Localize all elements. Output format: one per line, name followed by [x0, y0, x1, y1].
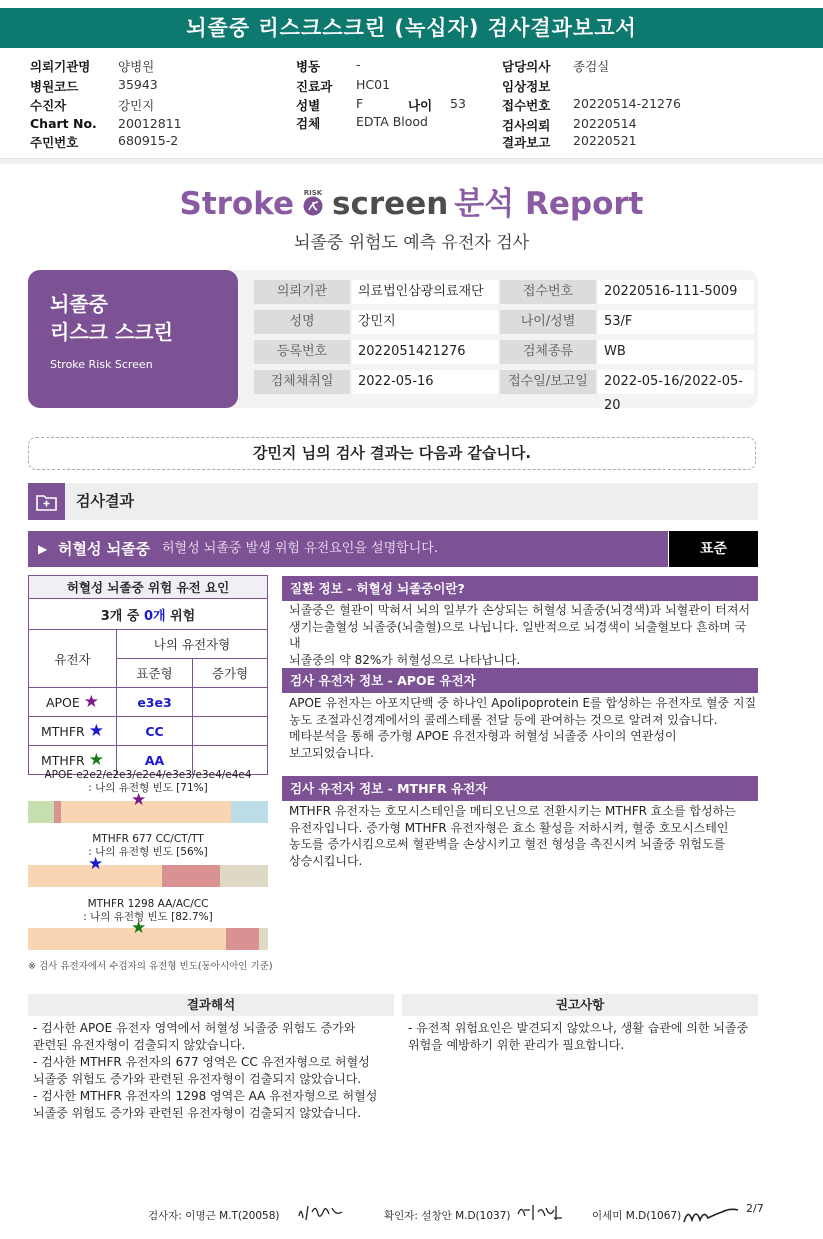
mthfr677-freq-bar	[28, 865, 268, 887]
mthfr677-freq-line2: : 나의 유전형 빈도 [56%]	[88, 846, 208, 858]
gene-table-title: 허혈성 뇌졸중 위험 유전 요인	[29, 576, 268, 599]
disease-info-text	[289, 602, 757, 668]
doctor-label: 담당의사	[502, 59, 551, 74]
gene-name: MTHFR	[41, 753, 85, 768]
name-value: 강민지	[352, 310, 498, 334]
panel-title-line2: 리스크 스크린	[50, 320, 173, 344]
confirmer-signature-label: 확인자: 설창안 M.D(1037)	[384, 1210, 511, 1222]
star-icon: ★	[88, 721, 104, 741]
receipt-label: 접수번호	[502, 98, 551, 113]
org-label: 의뢰기관	[254, 280, 350, 304]
agesex-value: 53/F	[598, 310, 754, 334]
gene-cell	[29, 688, 117, 717]
col-increased-header: 증가형	[193, 659, 268, 688]
specimen-label: 검체	[296, 116, 321, 131]
patient-label: 수진자	[30, 98, 67, 113]
gene-name: MTHFR	[41, 724, 85, 739]
text-line: 상승시킵니다.	[289, 853, 363, 868]
apoe-info-text	[289, 695, 757, 761]
standard-badge: 표준	[669, 531, 758, 567]
mthfr677-freq-line1: MTHFR 677 CC/CT/TT	[92, 833, 204, 845]
confirmer-signature-image	[516, 1200, 566, 1228]
interpretation-header: 결과해석	[28, 994, 394, 1016]
reg-value: 2022051421276	[352, 340, 498, 364]
text-line: 뇌졸중의 약 82%가 허혈성으로 나타납니다.	[289, 652, 521, 667]
ward-label: 병동	[296, 59, 321, 74]
receipt-value: 20220514-21276	[573, 96, 681, 111]
ward-value: -	[356, 57, 361, 72]
info-panel	[28, 270, 758, 413]
gene-risk-table	[28, 575, 268, 775]
name-label: 성명	[254, 310, 350, 334]
folder-plus-icon	[28, 483, 65, 520]
text-line: 관련된 유전자형이 검출되지 않았습니다.	[33, 1038, 246, 1052]
col-gene-header: 유전자	[29, 630, 117, 688]
table-row	[29, 717, 268, 746]
dates-label: 접수일/보고일	[500, 370, 596, 394]
result-banner: 강민지 님의 검사 결과는 다음과 같습니다.	[28, 437, 756, 470]
mthfr1298-freq-bar	[28, 928, 268, 950]
clinical-label: 임상정보	[502, 79, 551, 94]
page-number: 2/7	[746, 1202, 764, 1215]
apoe-freq-line2: : 나의 유전형 빈도 [71%]	[88, 782, 208, 794]
mthfr1298-freq-line1: MTHFR 1298 AA/AC/CC	[87, 898, 209, 910]
apoe-info-header: 검사 유전자 정보 - APOE 유전자	[282, 668, 758, 693]
collect-value: 2022-05-16	[352, 370, 498, 394]
hospital-code-label: 병원코드	[30, 79, 79, 94]
text-line: 뇌졸중 위험도 증가와 관련된 유전자형이 검출되지 않았습니다.	[33, 1072, 362, 1086]
panel-title-line1: 뇌졸중	[50, 292, 108, 316]
text-line: 뇌졸중 위험도 증가와 관련된 유전자형이 검출되지 않았습니다.	[33, 1106, 362, 1120]
chart-label: Chart No.	[30, 116, 97, 131]
apoe-freq-line1: APOE e2e2/e2e3/e2e4/e3e3/e3e4/e4e4	[44, 769, 252, 781]
interpretation-text	[33, 1020, 395, 1122]
col-standard-header: 표준형	[117, 659, 193, 688]
age-value: 53	[450, 96, 466, 111]
report-subtitle: 뇌졸중 위험도 예측 유전자 검사	[293, 233, 530, 253]
text-line: 위험을 예방하기 위한 관리가 필요합니다.	[408, 1038, 625, 1052]
mthfr-info-header: 검사 유전자 정보 - MTHFR 유전자	[282, 776, 758, 801]
chart-value: 20012811	[118, 116, 182, 131]
genotype-standard: AA	[117, 746, 193, 775]
header-divider	[0, 158, 823, 164]
panel-receipt-label: 접수번호	[500, 280, 596, 304]
genotype-increased	[193, 688, 268, 717]
report-title: 뇌졸중 리스크스크린 (녹십자) 검사결과보고서	[0, 8, 823, 48]
sex-value: F	[356, 96, 364, 111]
disease-info-header: 질환 정보 - 허혈성 뇌졸중이란?	[282, 576, 758, 601]
report-date-label: 결과보고	[502, 135, 551, 150]
text-line: 보고되었습니다.	[289, 745, 374, 760]
brand-logo	[0, 178, 823, 223]
brand-stroke: Stroke	[179, 186, 295, 222]
apoe-marker-star-icon: ★	[131, 790, 147, 810]
text-line: APOE 유전자는 아포지단백 중 하나인 Apolipoprotein E를 합성하는 유전자로 혈중 지질	[289, 696, 757, 710]
patient-info-header	[0, 55, 823, 155]
brand-report: 분석 Report	[454, 186, 644, 222]
text-line: 유전자입니다. 증가형 MTHFR 유전자형은 효소 활성을 저하시켜, 혈중 호모시스테인	[289, 820, 729, 835]
mthfr1298-freq-line2: : 나의 유전형 빈도 [82.7%]	[83, 911, 213, 923]
text-line: MTHFR 유전자는 호모시스테인을 메티오닌으로 전환시키는 MTHFR 효소를 합성하는	[289, 804, 736, 818]
request-value: 20220514	[573, 116, 637, 131]
id-label: 주민번호	[30, 135, 79, 150]
reg-label: 등록번호	[254, 340, 350, 364]
text-line: 농도를 증가시킴으로써 혈관벽을 손상시키고 혈전 형성을 촉진시켜 뇌졸중 위험도를	[289, 837, 726, 851]
text-line: 뇌졸중은 혈관이 막혀서 뇌의 일부가 손상되는 허혈성 뇌졸중(뇌경색)과 뇌혈관이 터져서	[289, 603, 751, 617]
recommendation-header: 권고사항	[402, 994, 758, 1016]
dates-value: 2022-05-16/2022-05-20	[598, 370, 754, 394]
text-line: 메타분석을 통해 증가형 APOE 유전자형과 허혈성 뇌졸중 사이의 연관성이	[289, 729, 677, 743]
table-row	[29, 688, 268, 717]
brand-screen: screen	[332, 186, 449, 222]
tester-signature-image	[296, 1200, 346, 1228]
text-line: - 유전적 위험요인은 발견되지 않았으나, 생활 습관에 의한 뇌졸중	[408, 1021, 749, 1035]
risk-logo-icon	[298, 188, 328, 216]
apoe-freq-bar	[28, 801, 268, 823]
star-icon: ★	[83, 692, 100, 712]
institution-value: 양병원	[118, 59, 155, 74]
stroke-type-bar	[28, 531, 668, 567]
risk-text: RISK	[303, 189, 323, 197]
request-label: 검사의뢰	[502, 118, 551, 133]
doctor-signature-image	[682, 1200, 742, 1230]
gene-cell	[29, 717, 117, 746]
age-label: 나이	[408, 98, 433, 113]
patient-value: 강민지	[118, 98, 155, 113]
mthfr1298-freq-label	[28, 898, 268, 924]
apoe-freq-label	[28, 769, 268, 795]
panel-subtitle: Stroke Risk Screen	[50, 358, 153, 371]
risk-count-suffix: 위험	[170, 608, 196, 624]
genotype-increased	[193, 717, 268, 746]
tester-signature-label: 검사자: 이명근 M.T(20058)	[148, 1210, 280, 1222]
sex-label: 성별	[296, 98, 321, 113]
doctor-signature-label: 이세미 M.D(1067)	[592, 1210, 682, 1222]
risk-count-value: 0개	[143, 608, 166, 624]
footnote: ※ 검사 유전자에서 수검자의 유전형 빈도(동아시아인 기준)	[28, 961, 273, 972]
section-header	[28, 483, 758, 520]
stroke-type-title: 허혈성 뇌졸중	[58, 540, 151, 558]
risk-count	[29, 599, 268, 630]
risk-count-prefix: 3개 중	[100, 608, 140, 624]
text-line: - 검사한 MTHFR 유전자의 1298 영역은 AA 유전자형으로 허혈성	[33, 1089, 378, 1103]
mthfr677-marker-star-icon: ★	[88, 854, 104, 874]
stroke-type-description: 허혈성 뇌졸중 발생 위험 유전요인을 설명합니다.	[162, 541, 438, 556]
panel-receipt-value: 20220516-111-5009	[598, 280, 754, 304]
org-value: 의료법인삼광의료재단	[352, 280, 498, 304]
spec-value: WB	[598, 340, 754, 364]
gene-name: APOE	[45, 695, 80, 710]
doctor-value: 종검실	[573, 59, 610, 74]
text-line: - 검사한 MTHFR 유전자의 677 영역은 CC 유전자형으로 허혈성	[33, 1055, 370, 1069]
genotype-standard: e3e3	[117, 688, 193, 717]
specimen-value: EDTA Blood	[356, 114, 428, 129]
mthfr677-freq-label	[28, 833, 268, 859]
triangle-right-icon: ▶	[38, 542, 48, 556]
collect-label: 검체채취일	[254, 370, 350, 394]
col-my-header: 나의 유전자형	[117, 630, 268, 659]
text-line: - 검사한 APOE 유전자 영역에서 허혈성 뇌졸중 위험도 증가와	[33, 1021, 356, 1035]
panel-title-block	[28, 270, 238, 408]
dept-label: 진료과	[296, 79, 333, 94]
text-line: 농도 조절과신경계에서의 콜레스테롤 전달 등에 관여하는 것으로 알려져 있습니다.	[289, 712, 718, 727]
spec-label: 검체종류	[500, 340, 596, 364]
id-value: 680915-2	[118, 133, 179, 148]
genotype-standard: CC	[117, 717, 193, 746]
recommendation-text	[408, 1020, 758, 1054]
text-line: 생기는출혈성 뇌졸중(뇌출혈)으로 나뉩니다. 일반적으로 뇌경색이 뇌출혈보다 흔하며 국내	[289, 619, 747, 650]
agesex-label: 나이/성별	[500, 310, 596, 334]
section-title: 검사결과	[76, 492, 134, 510]
mthfr-info-text	[289, 803, 757, 869]
institution-label: 의뢰기관명	[30, 59, 91, 74]
hospital-code-value: 35943	[118, 77, 158, 92]
mthfr1298-marker-star-icon: ★	[131, 918, 147, 938]
report-date-value: 20220521	[573, 133, 637, 148]
dept-value: HC01	[356, 77, 391, 92]
star-icon: ★	[88, 750, 104, 770]
